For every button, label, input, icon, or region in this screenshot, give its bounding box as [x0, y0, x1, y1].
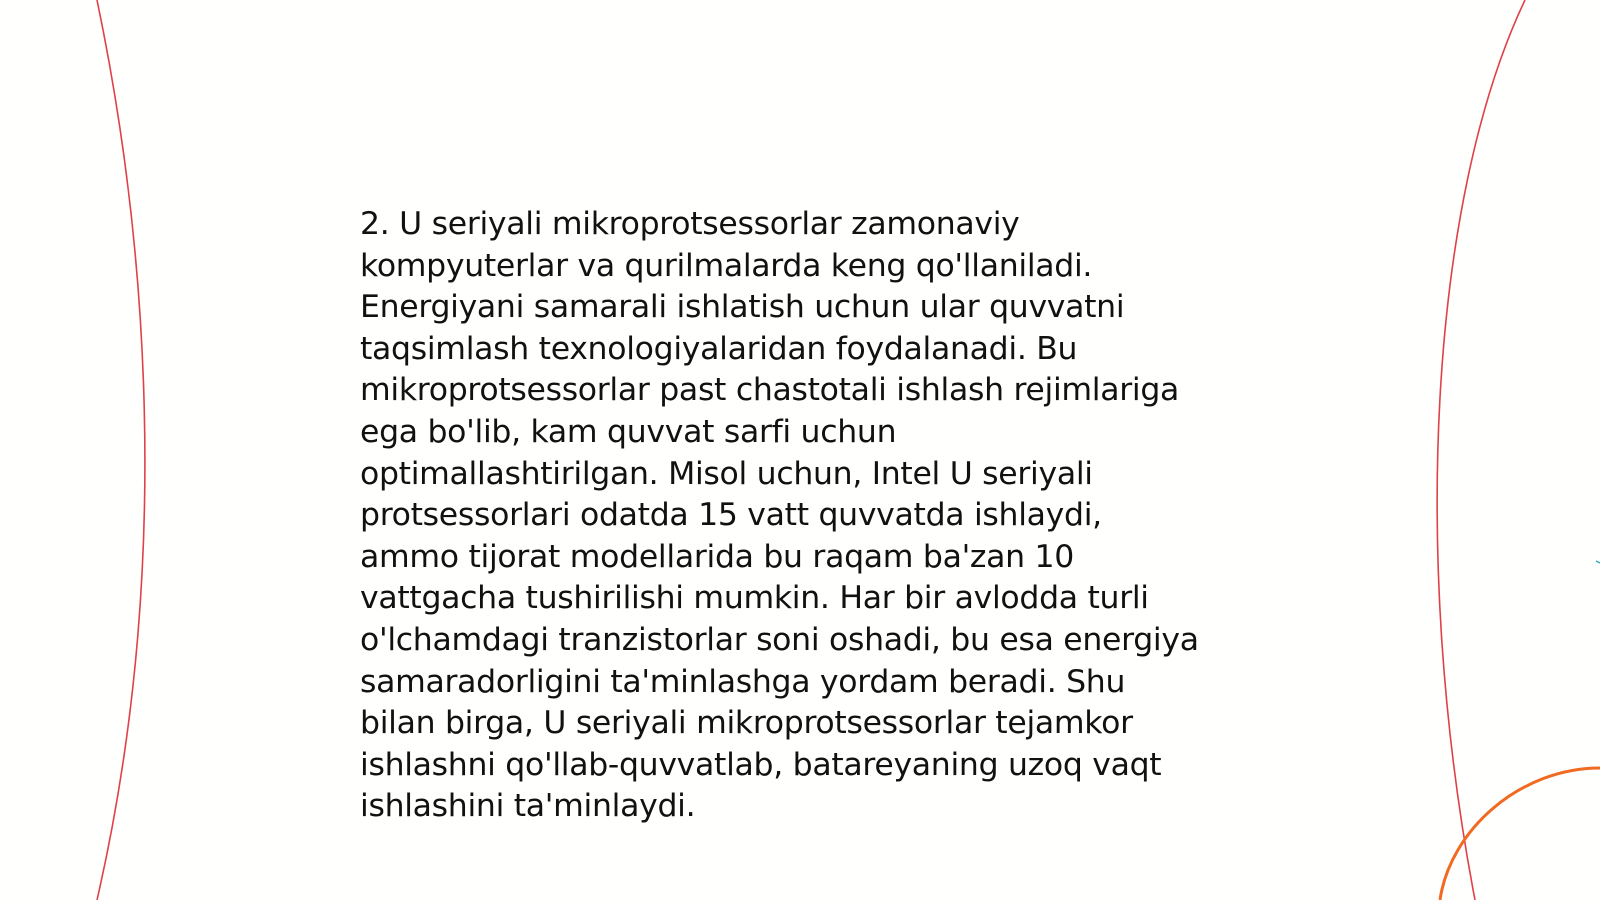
text-line: bilan birga, U seriyali mikroprotsessorlar tejamkor — [360, 705, 1133, 742]
body-paragraph — [360, 204, 1260, 828]
text-line: samaradorligini ta'minlashga yordam beradi. Shu — [360, 663, 1126, 700]
text-line: kompyuterlar va qurilmalarda keng qo'llaniladi. — [360, 247, 1093, 284]
text-line: protsessorlari odatda 15 vatt quvvatda ishlaydi, — [360, 497, 1102, 534]
text-line: optimallashtirilgan. Misol uchun, Intel U seriyali — [360, 455, 1093, 492]
teal-accent-mark — [1596, 561, 1600, 563]
text-line: Energiyani samarali ishlatish uchun ular quvvatni — [360, 289, 1125, 326]
text-line: ishlashini ta'minlaydi. — [360, 788, 696, 825]
text-line: vattgacha tushirilishi mumkin. Har bir avlodda turli — [360, 580, 1149, 617]
text-line: taqsimlash texnologiyalaridan foydalanadi. Bu — [360, 330, 1078, 367]
text-line: o'lchamdagi tranzistorlar soni oshadi, bu esa energiya — [360, 621, 1199, 658]
text-line: ammo tijorat modellarida bu raqam ba'zan 10 — [360, 538, 1075, 575]
text-line: ega bo'lib, kam quvvat sarfi uchun — [360, 413, 897, 450]
right-curve — [1437, 0, 1525, 900]
text-line: mikroprotsessorlar past chastotali ishlash rejimlariga — [360, 372, 1180, 409]
text-line: ishlashni qo'llab-quvvatlab, batareyaning uzoq vaqt — [360, 746, 1162, 783]
left-curve — [97, 0, 145, 900]
text-line: 2. U seriyali mikroprotsessorlar zamonaviy — [360, 206, 1020, 242]
